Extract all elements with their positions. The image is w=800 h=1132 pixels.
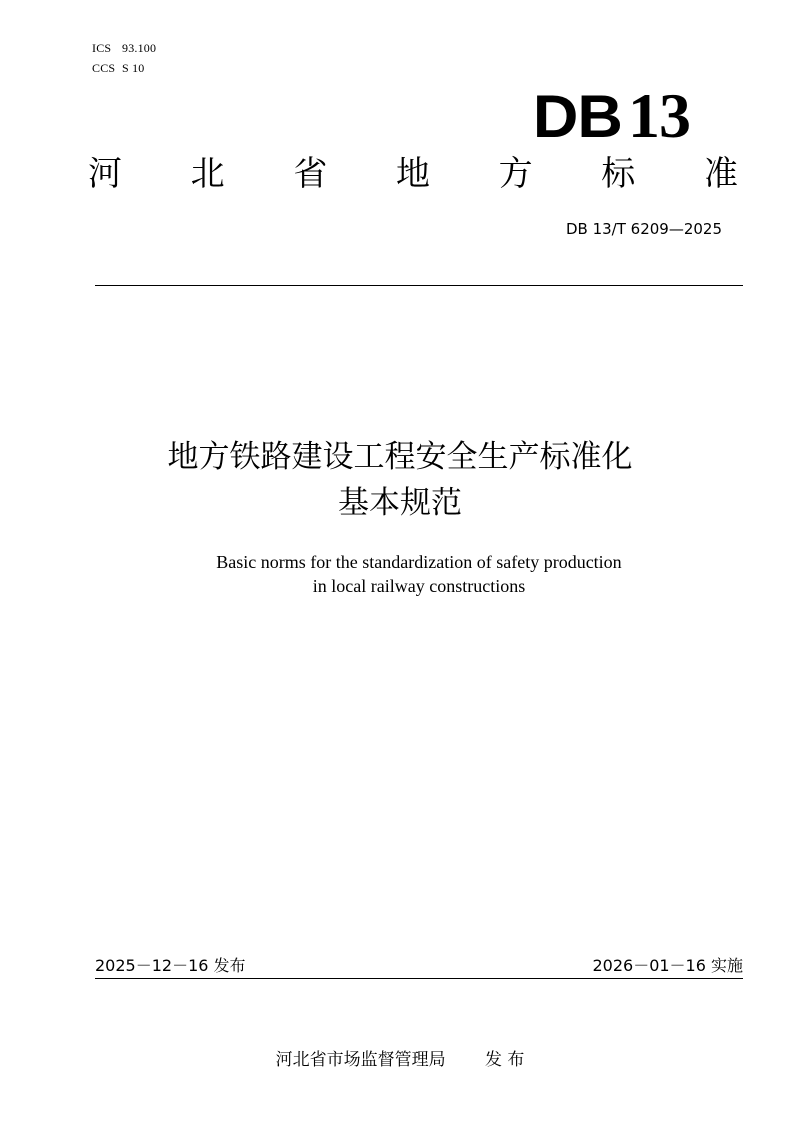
db13-logo xyxy=(535,78,690,155)
implementation-date: 2026－01－16 实施 xyxy=(592,956,743,975)
heading-char: 标 xyxy=(601,154,636,194)
issuer-organization: 河北省市场监督管理局 xyxy=(275,1050,446,1070)
issuer-action: 发 布 xyxy=(485,1050,525,1070)
ics-code xyxy=(92,38,156,58)
standard-type-heading xyxy=(88,150,738,198)
chinese-title-line-2: 基本规范 xyxy=(338,485,462,521)
db-logo-letters: DB xyxy=(533,83,623,150)
bottom-divider xyxy=(95,978,743,979)
ccs-label: CCS xyxy=(92,61,116,75)
chinese-title-line-1: 地方铁路建设工程安全生产标准化 xyxy=(167,439,633,475)
heading-char: 方 xyxy=(498,154,533,194)
standard-number: DB 13/T 6209—2025 xyxy=(565,220,722,238)
issue-date: 2025－12－16 发布 xyxy=(95,956,246,975)
ccs-value: S 10 xyxy=(122,61,145,75)
heading-char: 河 xyxy=(88,154,122,194)
english-title-line-2: in local railway constructions xyxy=(312,576,526,596)
classification-codes xyxy=(92,38,156,78)
chinese-title xyxy=(0,434,800,526)
ics-label: ICS xyxy=(92,41,112,55)
english-title xyxy=(0,550,800,598)
english-title-line-1: Basic norms for the standardization of safety production xyxy=(216,552,622,572)
issuer xyxy=(0,1048,800,1072)
ics-value: 93.100 xyxy=(122,41,157,55)
heading-char: 北 xyxy=(190,154,225,194)
ccs-code xyxy=(92,58,156,78)
db-logo-number: 13 xyxy=(628,80,690,151)
heading-char: 地 xyxy=(395,154,430,194)
heading-char: 省 xyxy=(293,154,328,194)
top-divider xyxy=(95,285,743,286)
heading-char: 准 xyxy=(703,154,738,194)
